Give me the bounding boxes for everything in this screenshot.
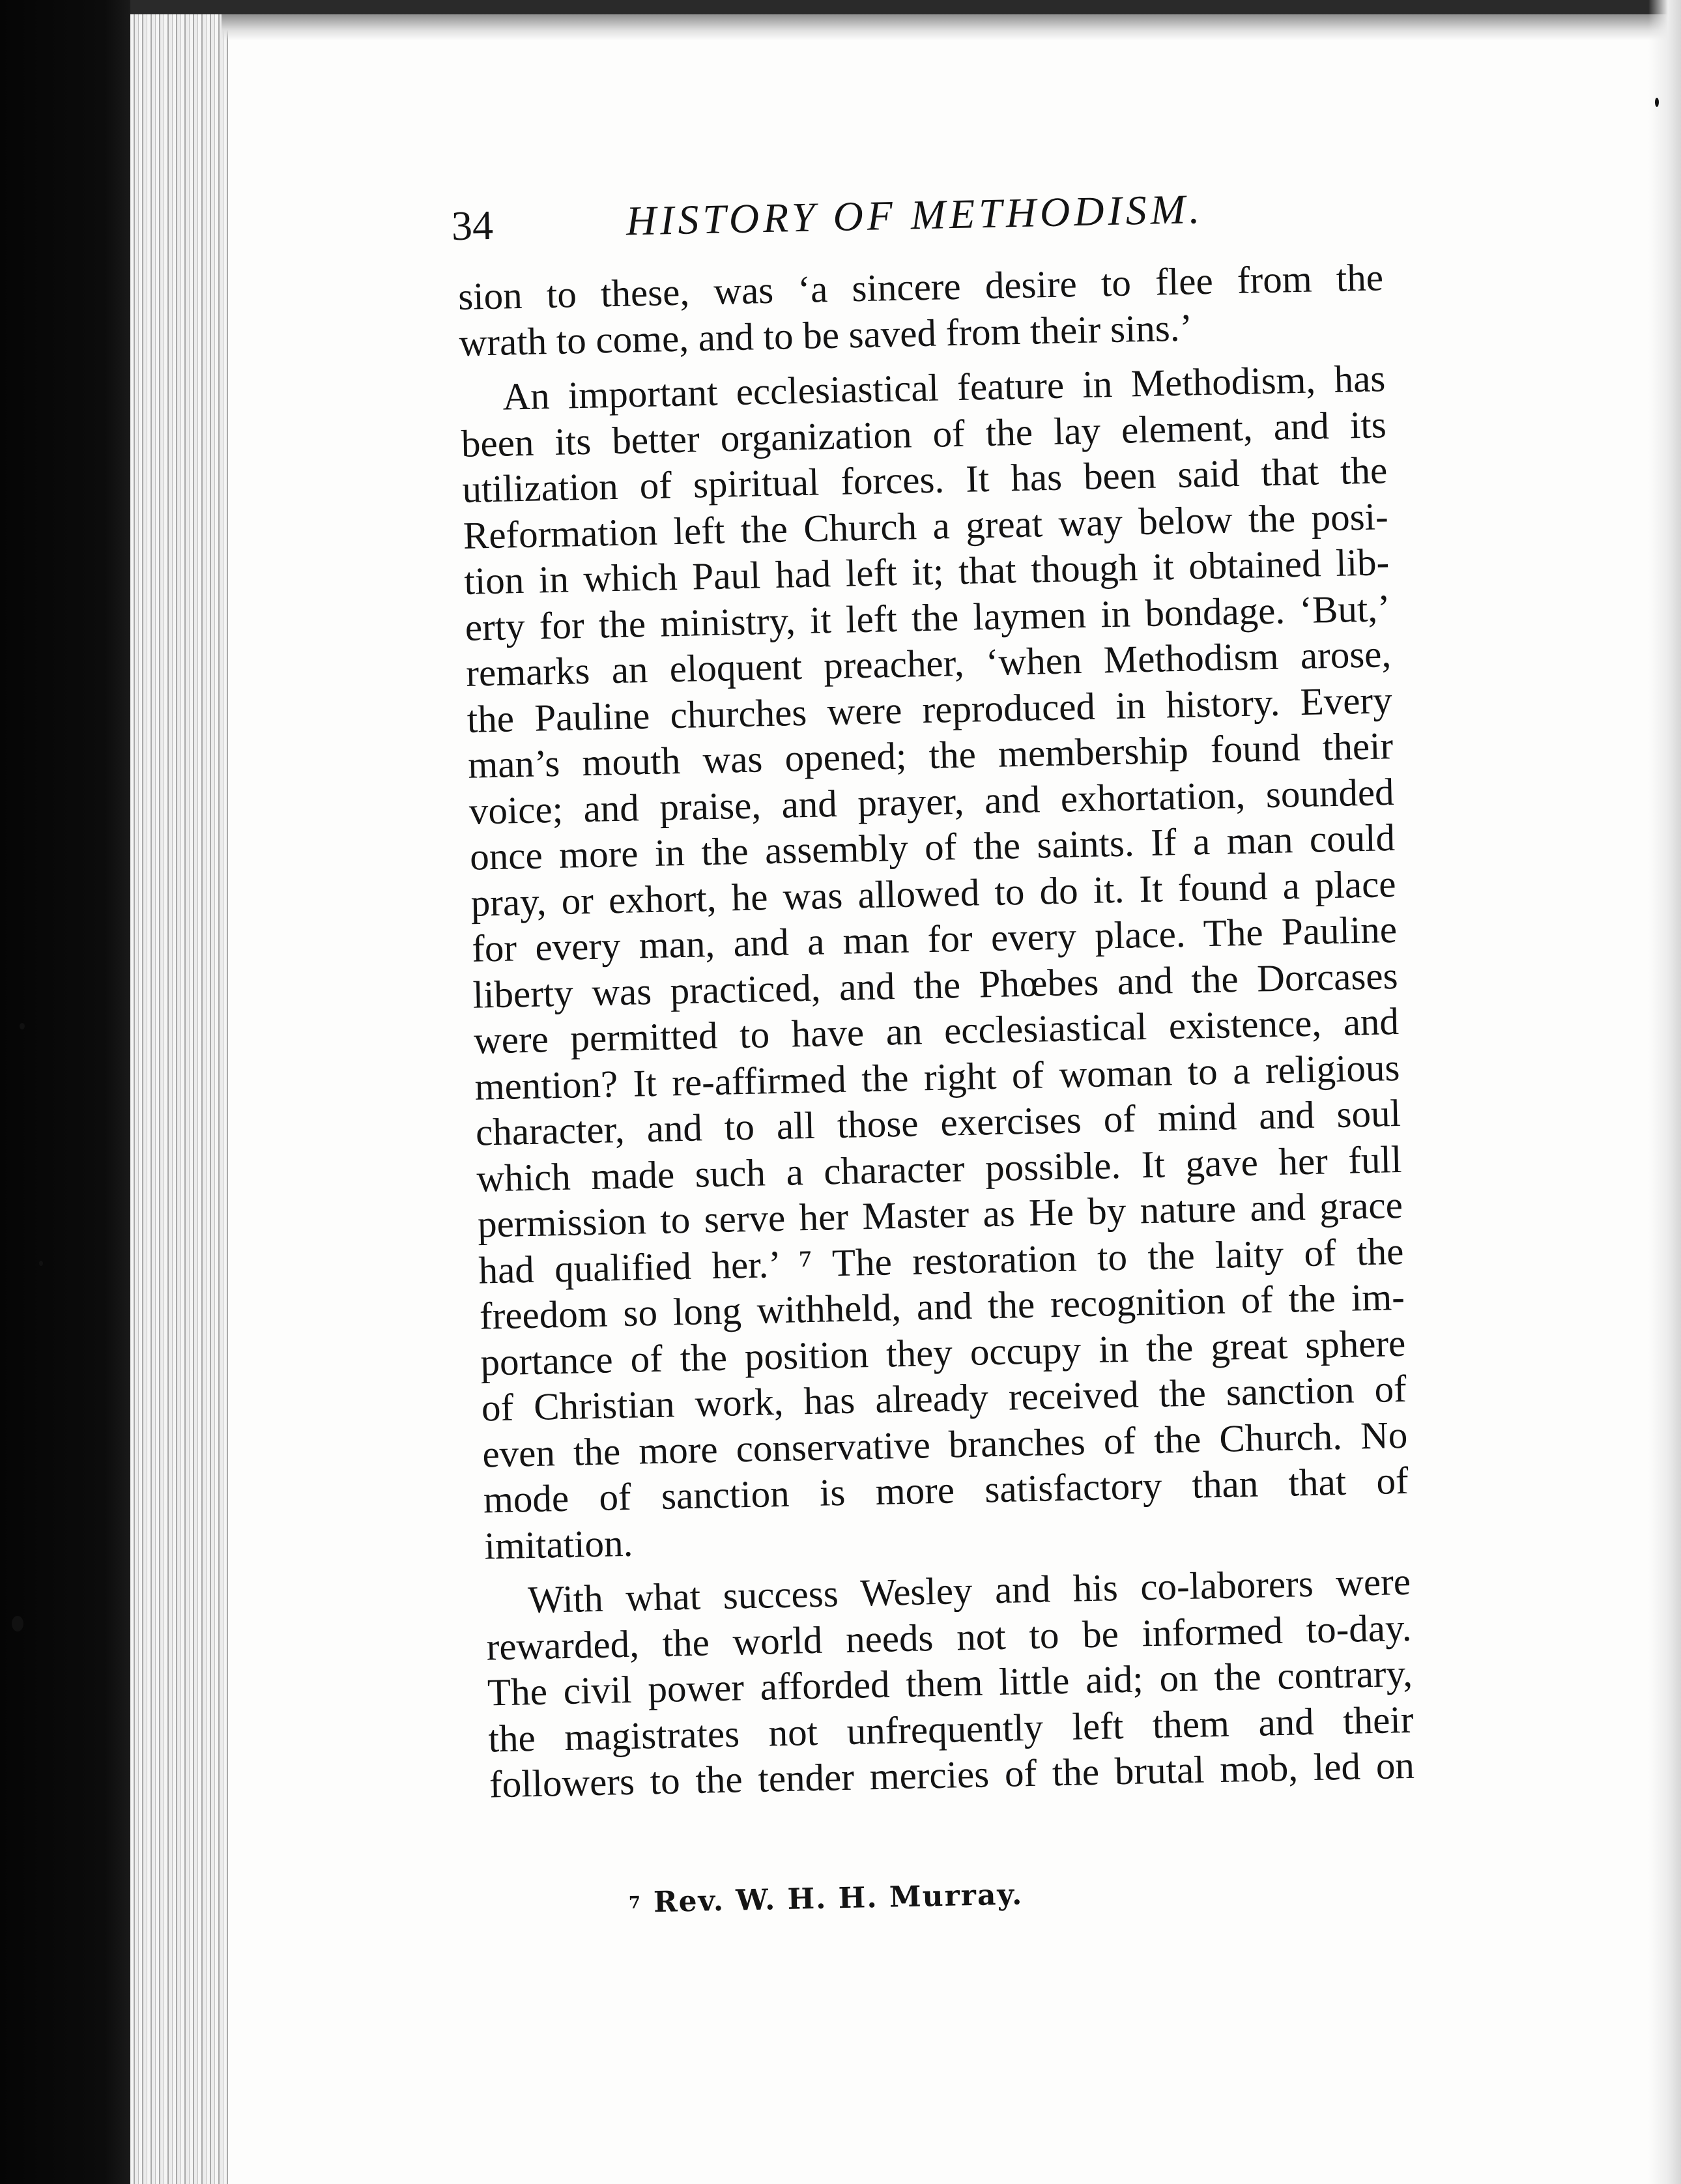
text-line: The civil power afforded them little aid; on the contrary, [487, 1651, 1413, 1714]
text-line: had qualified her.’ ⁷ The restoration to the laity of the [478, 1229, 1404, 1292]
scan-top-band [130, 0, 1681, 14]
text-line: of Christian work, has already received the sanction of [481, 1366, 1407, 1430]
footnote-text: Rev. W. H. H. Murray. [653, 1878, 1024, 1919]
text-line: man’s mouth was opened; the membership found their [467, 724, 1394, 786]
text-line: followers to the tender mercies of the brutal mob, led on [489, 1743, 1415, 1806]
dust-speck [12, 1616, 23, 1631]
text-line: liberty was practiced, and the Phœbes and the Dorcases [472, 953, 1399, 1016]
text-line: erty for the ministry, it left the laymen in bondage. ‘But,’ [465, 586, 1391, 649]
scan-right-edge [1648, 0, 1681, 2184]
dust-speck [39, 1261, 43, 1266]
text-line: rewarded, the world needs not to be informed to-day. [485, 1605, 1413, 1669]
scan-dark-margin [0, 0, 130, 2184]
text-line: were permitted to have an ecclesiastical existence, and [473, 999, 1400, 1062]
text-line: been its better organization of the lay element, and its [461, 402, 1387, 465]
text-line: tion in which Paul had left it; that though it obtained lib- [463, 540, 1390, 603]
text-line: portance of the position they occupy in the great sphere [480, 1321, 1406, 1384]
text-line: once more in the assembly of the saints. If a man could [469, 816, 1396, 878]
dust-speck [1655, 98, 1659, 107]
text-line: the magistrates not unfrequently left them and their [487, 1697, 1414, 1760]
text-line: the Pauline churches were reproduced in history. Every [467, 678, 1393, 741]
text-line: for every man, and a man for every place. The Pauline [471, 908, 1398, 970]
text-line: which made such a character possible. It gave her full [476, 1137, 1402, 1200]
text-line: pray, or exhort, he was allowed to do it. It found a place [470, 861, 1397, 925]
text-line: voice; and praise, and prayer, and exhortation, sounded [468, 769, 1395, 833]
text-line: mode of sanction is more satisfactory than that of [483, 1458, 1409, 1521]
text-line: permission to serve her Master as He by nature and grace [477, 1183, 1403, 1246]
text-line: remarks an eloquent preacher, ‘when Methodism arose, [465, 632, 1392, 695]
page-number: 34 [451, 201, 494, 250]
book-page-edges [130, 0, 228, 2184]
scan-top-shadow [222, 14, 1681, 40]
text-line: imitation. [483, 1521, 633, 1568]
text-line: Reformation left the Church a great way below the posi- [463, 494, 1389, 557]
text-line: even the more conservative branches of the Church. No [481, 1413, 1408, 1476]
text-line: character, and to all those exercises of mind and soul [475, 1091, 1401, 1154]
text-line: utilization of spiritual forces. It has been said that the [461, 448, 1388, 511]
dust-speck [20, 1023, 25, 1029]
text-line: sion to these, was ‘a sincere desire to flee from the [457, 255, 1384, 318]
text-line: mention? It re-affirmed the right of woman to a religious [474, 1045, 1401, 1108]
footnote [628, 1878, 1023, 1919]
text-line: With what success Wesley and his co-laborers were [527, 1559, 1411, 1622]
text-line: wrath to come, and to be saved from their sins.’ [459, 305, 1193, 364]
text-line: An important ecclesiastical feature in Methodism, has [502, 356, 1386, 418]
footnote-marker: 7 [628, 1893, 642, 1914]
running-head: HISTORY OF METHODISM. [625, 185, 1204, 244]
text-line: freedom so long withheld, and the recognition of the im- [479, 1274, 1405, 1338]
body-text [458, 252, 1506, 1807]
text-page [451, 174, 1512, 2084]
